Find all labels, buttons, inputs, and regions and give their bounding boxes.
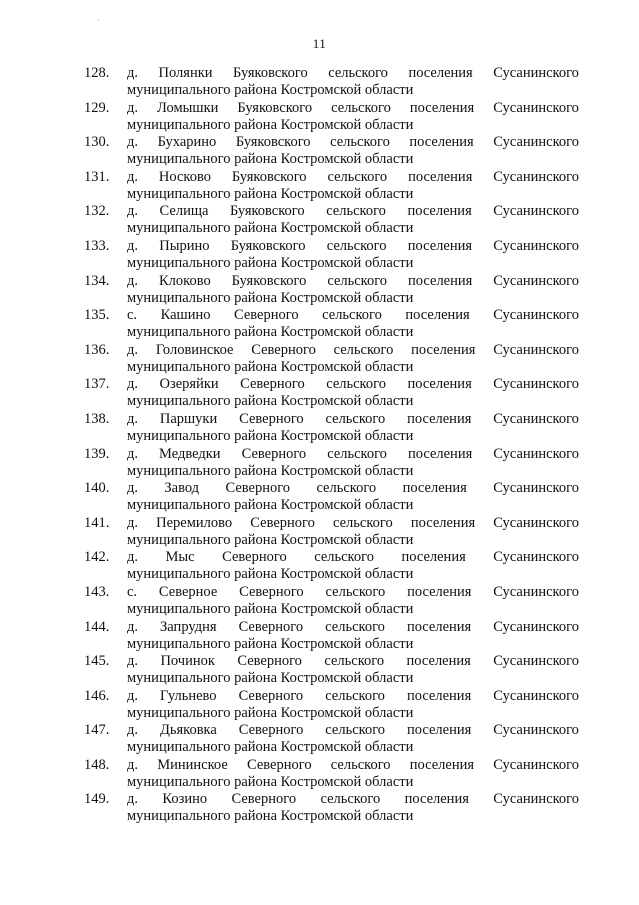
word-rural: сельского	[325, 687, 385, 704]
district-name: Сусанинского	[493, 445, 579, 462]
entry-number: 128.	[84, 65, 110, 81]
entry-number: 137.	[84, 376, 110, 393]
settlement-type: д.	[127, 65, 139, 81]
word-rural: сельского	[314, 549, 374, 566]
entry-first-line	[127, 446, 579, 463]
district-name: Сусанинского	[493, 410, 579, 427]
entry-first-line	[127, 619, 579, 636]
rural-settlement-name: Северного	[247, 756, 312, 773]
settlement-type: с.	[127, 307, 138, 324]
district-name: Сусанинского	[493, 307, 579, 324]
entry-second-line: муниципального района Костромской области	[127, 324, 414, 341]
settlement-name: Полянки	[158, 65, 213, 81]
settlement-type: д.	[127, 410, 139, 427]
settlement-type: д.	[127, 134, 139, 151]
entry-second-line: муниципального района Костромской области	[127, 704, 414, 721]
entry-first-line	[127, 134, 579, 151]
entry-second-line: муниципального района Костромской области	[127, 220, 414, 237]
rural-settlement-name: Северного	[239, 583, 304, 600]
settlement-type: д.	[127, 480, 139, 497]
district-name: Сусанинского	[493, 272, 579, 289]
list-item	[0, 132, 639, 167]
settlement-name: Запрудня	[160, 618, 217, 635]
word-settlement: поселения	[409, 99, 475, 116]
settlement-name: Кашино	[160, 307, 211, 324]
word-settlement: поселения	[407, 376, 472, 393]
rural-settlement-name: Северного	[250, 514, 315, 531]
word-settlement: поселения	[407, 203, 472, 220]
district-name: Сусанинского	[493, 722, 579, 739]
entry-first-line	[127, 480, 579, 497]
word-settlement: поселения	[405, 307, 470, 324]
word-rural: сельского	[327, 168, 388, 185]
district-name: Сусанинского	[493, 653, 579, 670]
entry-number: 136.	[84, 341, 110, 358]
entry-first-line	[127, 65, 579, 82]
word-rural: сельского	[324, 653, 385, 670]
entry-first-line	[127, 515, 579, 532]
list-item	[0, 686, 639, 721]
settlement-name: Дьяковка	[159, 722, 217, 739]
settlement-name: Селища	[159, 203, 209, 220]
word-rural: сельского	[330, 134, 390, 151]
list-item	[0, 513, 639, 548]
word-rural: сельского	[325, 410, 386, 427]
entry-first-line	[127, 791, 579, 808]
word-rural: сельского	[331, 99, 391, 116]
rural-settlement-name: Северного	[234, 307, 299, 324]
settlement-type: д.	[127, 99, 139, 116]
settlement-type: д.	[127, 514, 139, 531]
rural-settlement-name: Северного	[238, 722, 304, 739]
list-item	[0, 236, 639, 271]
district-name: Сусанинского	[493, 99, 579, 116]
entry-first-line	[127, 376, 579, 393]
word-settlement: поселения	[406, 618, 472, 635]
district-name: Сусанинского	[493, 618, 579, 635]
entry-second-line: муниципального района Костромской области	[127, 427, 414, 444]
rural-settlement-name: Северного	[222, 549, 287, 566]
settlement-type: д.	[127, 341, 139, 358]
entry-number: 147.	[84, 722, 110, 739]
entry-second-line: муниципального района Костромской области	[127, 531, 414, 548]
entry-number: 142.	[84, 549, 110, 566]
entry-first-line	[127, 203, 579, 220]
district-name: Сусанинского	[493, 687, 579, 704]
entry-number: 135.	[84, 307, 110, 324]
rural-settlement-name: Северного	[225, 480, 291, 497]
list-item	[0, 582, 639, 617]
entry-second-line: муниципального района Костромской области	[127, 635, 414, 652]
entry-number: 134.	[84, 272, 110, 289]
settlement-name: Озеряйки	[159, 376, 219, 393]
entry-number: 133.	[84, 237, 110, 254]
entry-number: 138.	[84, 410, 110, 427]
word-rural: сельского	[328, 65, 388, 81]
entry-first-line	[127, 100, 579, 117]
settlement-name: Медведки	[159, 445, 221, 462]
entry-number: 139.	[84, 445, 110, 462]
entry-second-line: муниципального района Костромской области	[127, 358, 414, 375]
entry-second-line: муниципального района Костромской области	[127, 808, 414, 825]
settlement-type: д.	[127, 687, 139, 704]
entry-number: 130.	[84, 134, 110, 151]
settlement-name: Гульнево	[160, 687, 217, 704]
district-name: Сусанинского	[493, 134, 579, 151]
entry-number: 146.	[84, 687, 110, 704]
entry-second-line: муниципального района Костромской области	[127, 497, 414, 514]
district-name: Сусанинского	[493, 756, 579, 773]
word-rural: сельского	[325, 722, 386, 739]
district-name: Сусанинского	[493, 549, 579, 566]
word-rural: сельского	[326, 237, 387, 254]
word-rural: сельского	[327, 272, 388, 289]
list-item	[0, 617, 639, 652]
settlement-type: с.	[127, 583, 138, 600]
word-settlement: поселения	[407, 410, 472, 427]
word-rural: сельского	[325, 618, 385, 635]
settlement-name: Завод	[164, 480, 200, 497]
list-item	[0, 409, 639, 444]
word-rural: сельского	[316, 480, 377, 497]
entry-second-line: муниципального района Костромской области	[127, 670, 414, 687]
rural-settlement-name: Северного	[238, 618, 304, 635]
word-settlement: поселения	[401, 549, 466, 566]
rural-settlement-name: Северного	[231, 791, 297, 808]
entry-second-line: муниципального района Костромской области	[127, 151, 414, 168]
rural-settlement-name: Буяковского	[231, 168, 307, 185]
rural-settlement-name: Буяковского	[229, 203, 305, 220]
entry-first-line	[127, 584, 579, 601]
entry-number: 143.	[84, 583, 110, 600]
settlement-type: д.	[127, 376, 139, 393]
word-settlement: поселения	[410, 514, 476, 531]
list-item	[0, 271, 639, 306]
settlement-name: Мининское	[157, 756, 228, 773]
entry-first-line	[127, 688, 579, 705]
settlement-name: Северное	[158, 583, 218, 600]
entry-number: 131.	[84, 168, 110, 185]
settlement-name: Бухарино	[157, 134, 217, 151]
word-settlement: поселения	[409, 756, 475, 773]
word-settlement: поселения	[408, 272, 473, 289]
entry-first-line	[127, 411, 579, 428]
settlement-name: Мыс	[165, 549, 195, 566]
settlement-type: д.	[127, 756, 139, 773]
word-settlement: поселения	[407, 237, 473, 254]
rural-settlement-name: Северного	[238, 687, 304, 704]
list-item	[0, 63, 639, 98]
list-item	[0, 720, 639, 755]
entry-second-line: муниципального района Костромской области	[127, 82, 414, 98]
list-item	[0, 167, 639, 202]
entry-second-line: муниципального района Костромской области	[127, 600, 414, 617]
list-item	[0, 374, 639, 409]
page-number: 11	[312, 36, 327, 51]
rural-settlement-name: Северного	[239, 410, 304, 427]
settlement-name: Головинское	[155, 341, 234, 358]
district-name: Сусанинского	[493, 65, 579, 81]
word-settlement: поселения	[409, 134, 474, 151]
settlement-name: Починок	[160, 653, 215, 670]
entry-first-line	[127, 722, 579, 739]
word-settlement: поселения	[408, 168, 473, 185]
word-settlement: поселения	[408, 65, 473, 81]
word-rural: сельского	[322, 307, 382, 324]
word-rural: сельского	[330, 756, 391, 773]
settlement-type: д.	[127, 203, 139, 220]
settlement-name: Пырино	[159, 237, 210, 254]
list-item	[0, 340, 639, 375]
entry-second-line: муниципального района Костромской области	[127, 566, 414, 583]
entry-first-line	[127, 169, 579, 186]
district-name: Сусанинского	[493, 480, 579, 497]
settlement-name: Ломышки	[157, 99, 219, 116]
entry-number: 148.	[84, 756, 110, 773]
entry-first-line	[127, 273, 579, 290]
settlement-name: Носково	[158, 168, 211, 185]
district-name: Сусанинского	[493, 791, 579, 808]
entry-second-line: муниципального района Костромской области	[127, 254, 414, 271]
rural-settlement-name: Северного	[251, 341, 316, 358]
word-settlement: поселения	[402, 480, 467, 497]
settlement-type: д.	[127, 445, 139, 462]
district-name: Сусанинского	[493, 341, 579, 358]
entry-second-line: муниципального района Костромской области	[127, 739, 414, 756]
entry-second-line: муниципального района Костромской области	[127, 289, 414, 306]
word-rural: сельского	[325, 583, 386, 600]
entry-number: 132.	[84, 203, 110, 220]
settlement-type: д.	[127, 618, 139, 635]
entry-second-line: муниципального района Костромской области	[127, 116, 414, 133]
word-rural: сельского	[333, 341, 394, 358]
rural-settlement-name: Буяковского	[230, 237, 306, 254]
rural-settlement-name: Северного	[241, 445, 307, 462]
district-name: Сусанинского	[493, 583, 579, 600]
entry-number: 149.	[84, 791, 110, 808]
word-settlement: поселения	[406, 687, 472, 704]
word-rural: сельского	[327, 445, 387, 462]
district-name: Сусанинского	[493, 514, 579, 531]
entry-first-line	[127, 549, 579, 566]
settlement-type: д.	[127, 549, 139, 566]
list-item	[0, 789, 639, 824]
settlement-name: Клоково	[158, 272, 211, 289]
list-item	[0, 478, 639, 513]
settlement-name: Паршуки	[159, 410, 218, 427]
word-settlement: поселения	[407, 583, 472, 600]
word-settlement: поселения	[406, 722, 472, 739]
word-settlement: поселения	[406, 653, 471, 670]
list-item	[0, 201, 639, 236]
rural-settlement-name: Буяковского	[235, 134, 311, 151]
word-rural: сельского	[320, 791, 381, 808]
word-settlement: поселения	[411, 341, 476, 358]
list-item	[0, 444, 639, 479]
list-item	[0, 547, 639, 582]
entry-second-line: муниципального района Костромской области	[127, 773, 414, 790]
settlement-list	[0, 63, 639, 824]
settlement-type: д.	[127, 791, 139, 808]
word-settlement: поселения	[407, 445, 473, 462]
list-item	[0, 98, 639, 133]
settlement-name: Перемилово	[156, 514, 233, 531]
district-name: Сусанинского	[493, 168, 579, 185]
entry-first-line	[127, 342, 579, 359]
list-item	[0, 651, 639, 686]
word-settlement: поселения	[404, 791, 469, 808]
word-rural: сельского	[326, 376, 386, 393]
word-rural: сельского	[332, 514, 393, 531]
entry-number: 140.	[84, 480, 110, 497]
scan-mark: `	[97, 18, 100, 27]
rural-settlement-name: Северного	[240, 376, 305, 393]
word-rural: сельского	[326, 203, 386, 220]
entry-number: 145.	[84, 653, 110, 670]
entry-first-line	[127, 307, 579, 324]
rural-settlement-name: Буяковского	[231, 272, 307, 289]
entry-number: 129.	[84, 99, 110, 116]
rural-settlement-name: Буяковского	[237, 99, 313, 116]
entry-number: 141.	[84, 514, 110, 531]
district-name: Сусанинского	[493, 376, 579, 393]
entry-first-line	[127, 238, 579, 255]
entry-second-line: муниципального района Костромской области	[127, 393, 414, 410]
entry-first-line	[127, 653, 579, 670]
settlement-type: д.	[127, 272, 139, 289]
entry-first-line	[127, 757, 579, 774]
settlement-name: Козино	[162, 791, 208, 808]
rural-settlement-name: Северного	[237, 653, 302, 670]
district-name: Сусанинского	[493, 203, 579, 220]
district-name: Сусанинского	[493, 237, 579, 254]
settlement-type: д.	[127, 722, 139, 739]
settlement-type: д.	[127, 653, 139, 670]
entry-number: 144.	[84, 618, 110, 635]
rural-settlement-name: Буяковского	[233, 65, 308, 81]
list-item	[0, 305, 639, 340]
settlement-type: д.	[127, 168, 139, 185]
list-item	[0, 755, 639, 790]
entry-second-line: муниципального района Костромской области	[127, 185, 414, 202]
settlement-type: д.	[127, 237, 139, 254]
entry-second-line: муниципального района Костромской области	[127, 462, 414, 479]
